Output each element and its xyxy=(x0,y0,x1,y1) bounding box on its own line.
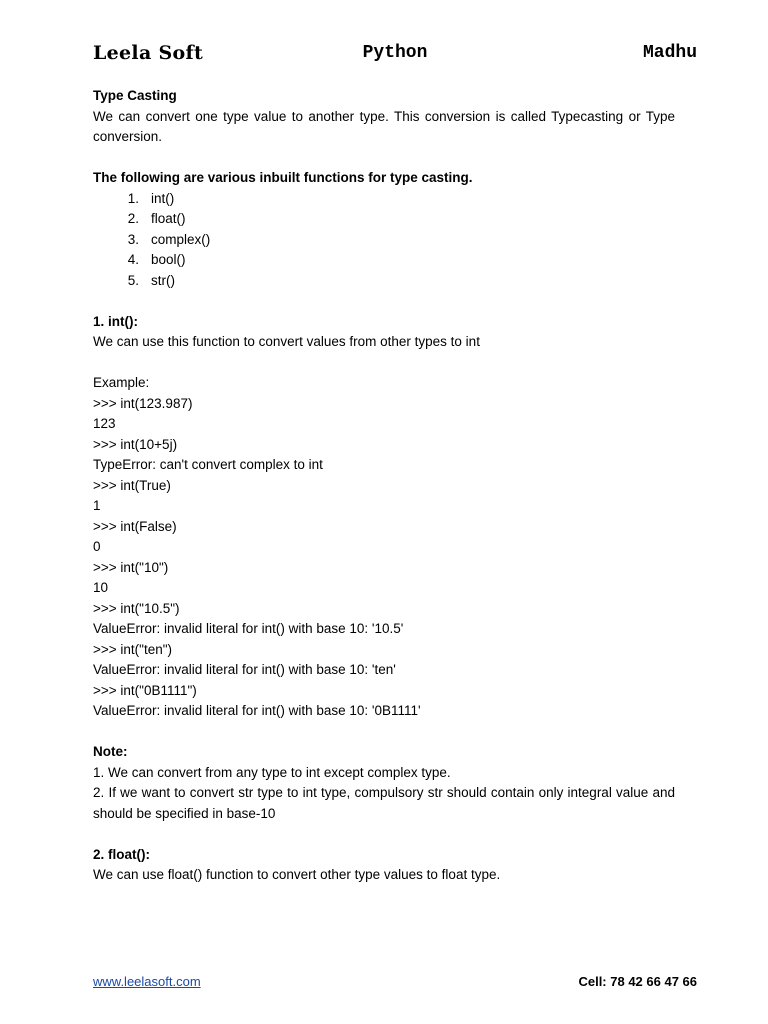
note-point-2: 2. If we want to convert str type to int type, compulsory str should contain only integral value and should be specified in base-10 xyxy=(93,785,675,821)
functions-heading: The following are various inbuilt functions for type casting. xyxy=(93,170,473,185)
document-body xyxy=(93,86,675,886)
code-line: >>> int("10.5") xyxy=(93,600,180,616)
code-line: >>> int(True) xyxy=(93,477,171,493)
int-heading: 1. int(): xyxy=(93,313,138,329)
author-name: Madhu xyxy=(642,43,697,63)
float-heading: 2. float(): xyxy=(93,846,150,862)
code-line: >>> int(123.987) xyxy=(93,395,193,411)
list-item: 3. complex() xyxy=(127,231,211,247)
code-line: >>> int("10") xyxy=(93,559,169,575)
list-item: 1. int() xyxy=(127,190,175,206)
list-item: 5. str() xyxy=(127,272,175,288)
code-line: >>> int(False) xyxy=(93,518,177,534)
note-heading: Note: xyxy=(93,744,128,759)
functions-list xyxy=(93,189,675,292)
type-casting-intro: We can convert one type value to another type. This conversion is called Typecasting or Type conversion. xyxy=(93,108,675,144)
code-line: 1 xyxy=(93,498,101,513)
code-line: TypeError: can't convert complex to int xyxy=(93,457,323,472)
float-description: We can use float() function to convert other type values to float type. xyxy=(93,867,501,882)
list-item: 4. bool() xyxy=(127,252,186,267)
subject-title: Python xyxy=(362,43,428,63)
type-casting-heading: Type Casting xyxy=(93,88,177,103)
example-label: Example: xyxy=(93,375,150,390)
code-line: ValueError: invalid literal for int() with base 10: '0B1111' xyxy=(93,703,421,718)
int-description: We can use this function to convert values from other types to int xyxy=(93,334,480,349)
website-link[interactable]: www.leelasoft.com xyxy=(93,974,201,989)
note-point-1: 1. We can convert from any type to int except complex type. xyxy=(93,764,451,780)
cell-number: Cell: 78 42 66 47 66 xyxy=(578,974,697,989)
code-line: ValueError: invalid literal for int() with base 10: '10.5' xyxy=(93,621,404,636)
code-line: >>> int("ten") xyxy=(93,641,173,657)
code-line: ValueError: invalid literal for int() with base 10: 'ten' xyxy=(93,662,396,677)
list-item: 2. float() xyxy=(127,211,186,226)
code-line: 0 xyxy=(93,539,101,554)
code-line: >>> int("0B1111") xyxy=(93,682,197,698)
code-line: 123 xyxy=(93,416,116,431)
code-line: 10 xyxy=(93,580,109,595)
brand-name: Leela Soft xyxy=(93,42,204,64)
page-footer xyxy=(93,974,697,994)
code-line: >>> int(10+5j) xyxy=(93,436,178,452)
page-header xyxy=(93,42,697,70)
